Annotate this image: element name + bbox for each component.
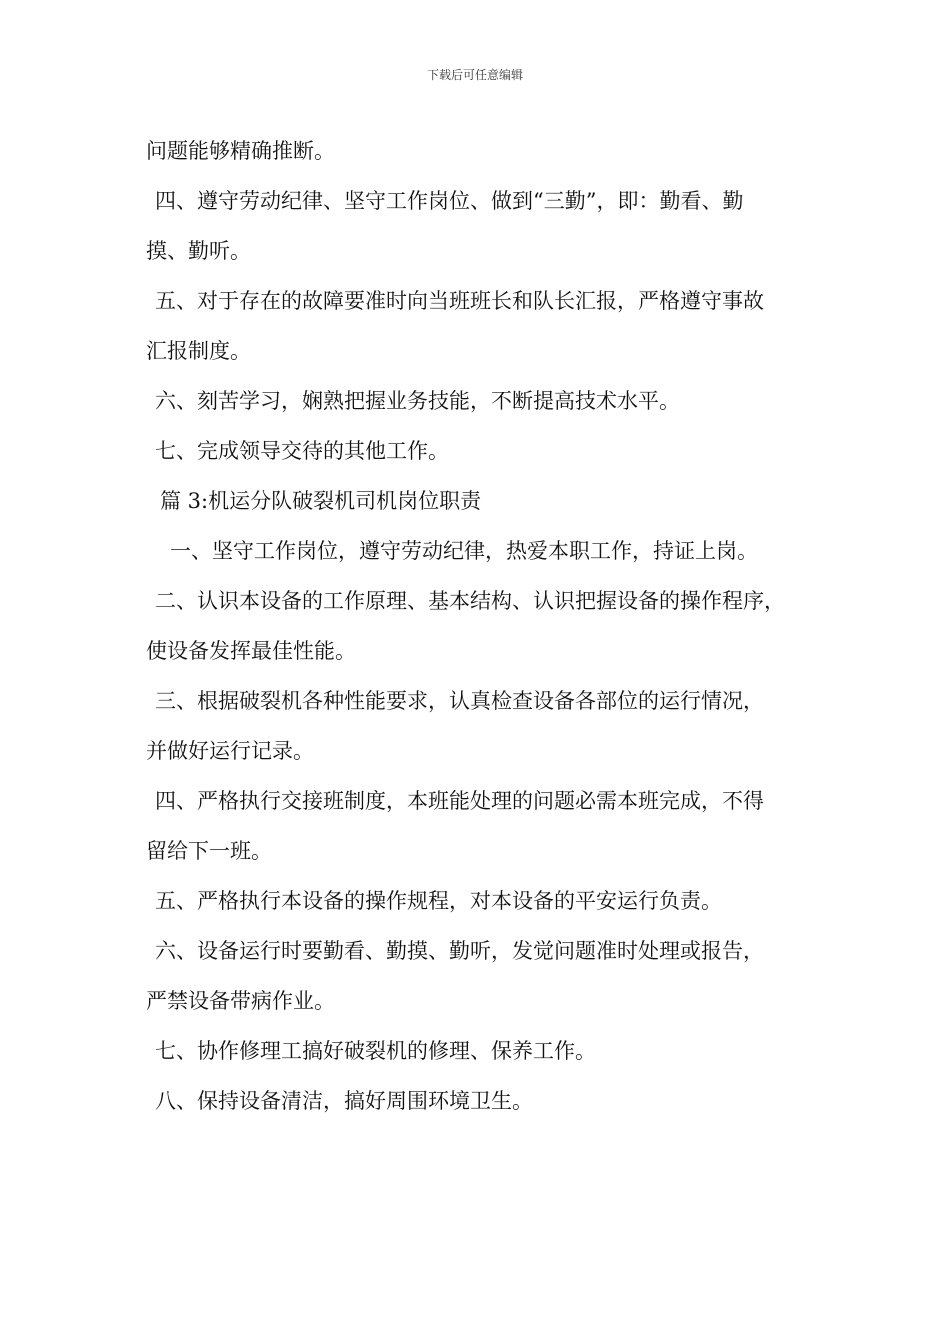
body-line: 摸、勤听。 xyxy=(146,239,251,263)
body-line: 问题能够精确推断。 xyxy=(146,139,335,163)
body-line: 五、对于存在的故障要准时向当班班长和队长汇报，严格遵守事故 xyxy=(155,289,764,313)
body-line: 四、严格执行交接班制度，本班能处理的问题必需本班完成，不得 xyxy=(155,789,764,813)
body-line: 严禁设备带病作业。 xyxy=(146,989,335,1013)
body-line: 三、根据破裂机各种性能要求，认真检查设备各部位的运行情况， xyxy=(155,689,764,713)
body-line: 并做好运行记录。 xyxy=(146,739,314,763)
body-line: 汇报制度。 xyxy=(146,339,251,363)
body-line: 二、认识本设备的工作原理、基本结构、认识把握设备的操作程序， xyxy=(155,589,785,613)
body-line: 八、保持设备清洁，搞好周围环境卫生。 xyxy=(155,1089,533,1113)
body-line: 五、严格执行本设备的操作规程，对本设备的平安运行负责。 xyxy=(155,889,722,913)
section-heading: 篇 3:机运分队破裂机司机岗位职责 xyxy=(160,489,482,513)
body-line: 六、设备运行时要勤看、勤摸、勤听，发觉问题准时处理或报告， xyxy=(155,939,764,963)
body-line: 四、遵守劳动纪律、坚守工作岗位、做到“三勤”，即：勤看、勤 xyxy=(155,189,744,213)
page-header: 下载后可任意编辑 xyxy=(426,68,523,82)
body-line: 六、刻苦学习，娴熟把握业务技能，不断提高技术水平。 xyxy=(155,389,680,413)
body-line: 七、协作修理工搞好破裂机的修理、保养工作。 xyxy=(155,1039,596,1063)
body-line: 留给下一班。 xyxy=(146,839,272,863)
body-line: 使设备发挥最佳性能。 xyxy=(146,639,356,663)
body-line: 一、坚守工作岗位，遵守劳动纪律，热爱本职工作，持证上岗。 xyxy=(170,539,758,563)
body-line: 七、完成领导交待的其他工作。 xyxy=(155,439,449,463)
